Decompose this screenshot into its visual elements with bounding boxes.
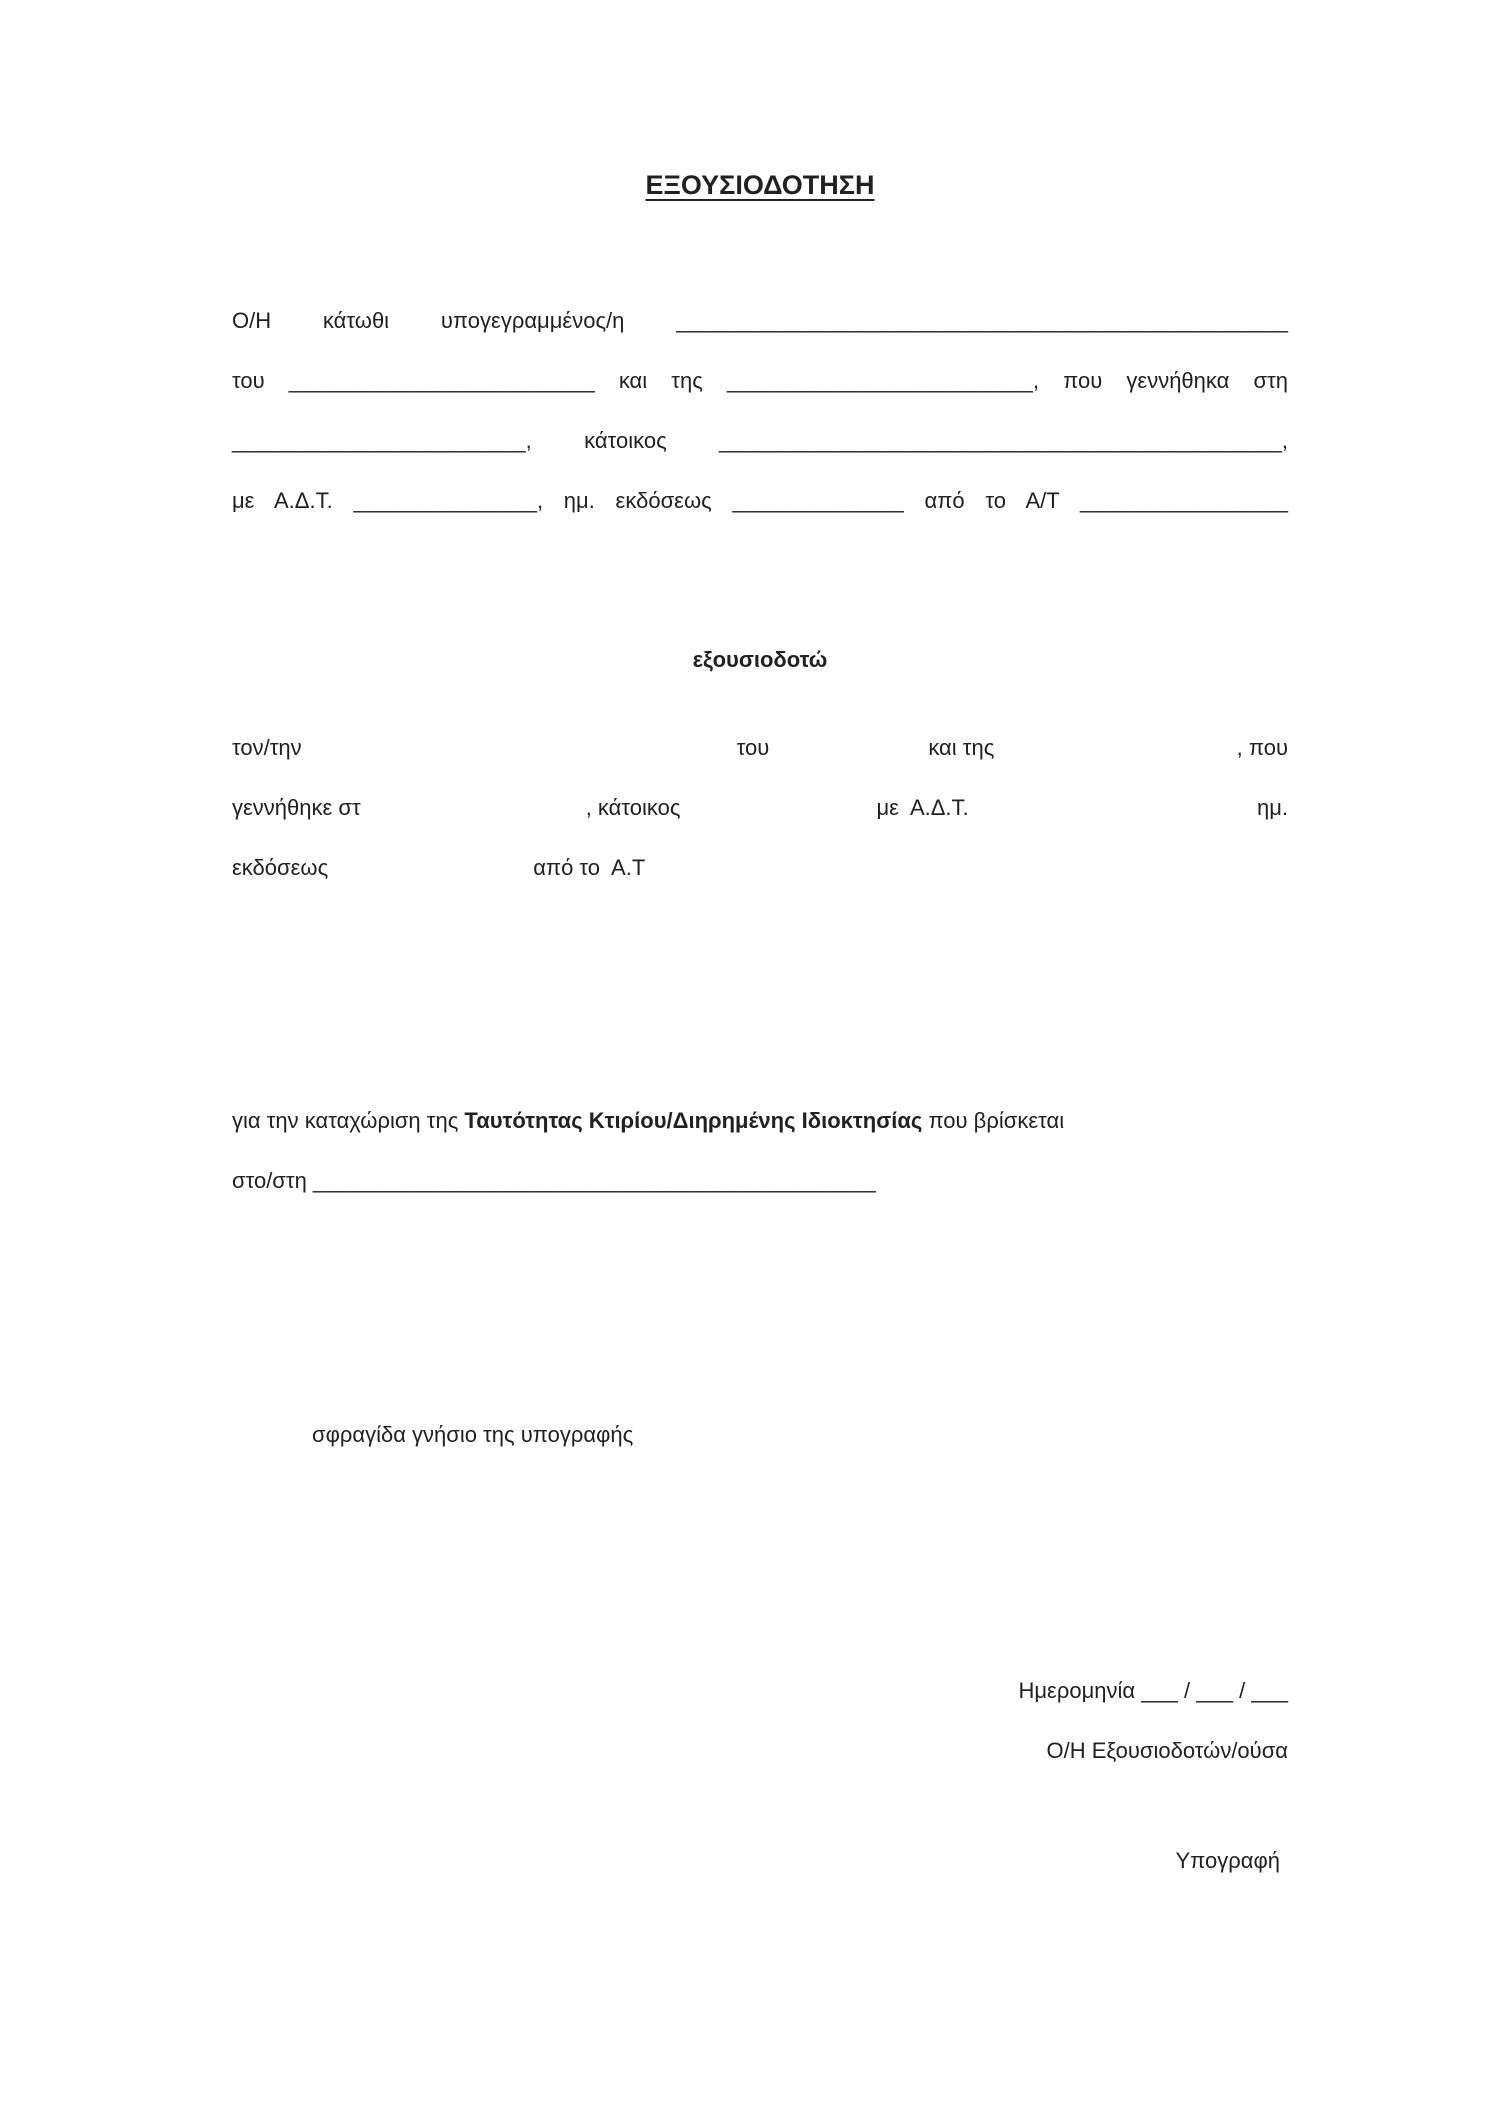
grantee-prefix-label: τον/την xyxy=(232,735,302,760)
stamp-note: σφραγίδα γνήσιο της υπογραφής xyxy=(312,1422,634,1447)
signature-label: Υπογραφή xyxy=(1175,1848,1280,1873)
grantee-issued-label: εκδόσεως xyxy=(232,855,329,880)
grantee-police-station-label: από το Α.Τ xyxy=(533,855,646,880)
grantee-mother-label: και της xyxy=(928,735,995,760)
grantee-residence-line xyxy=(232,778,1288,838)
grantee-issue-line xyxy=(232,838,1288,898)
grantee-father-label: του xyxy=(736,735,770,760)
declarant-residence-line: ________________________, κάτοικος ______________________________________________, xyxy=(232,428,1288,453)
authorize-heading: εξουσιοδοτώ xyxy=(692,647,828,672)
grantee-issue-date-label: ημ. xyxy=(1256,795,1288,820)
authorizer-label: Ο/Η Εξουσιοδοτών/ούσα xyxy=(1046,1738,1288,1763)
purpose-location-line: στο/στη ______________________________________________ xyxy=(232,1168,876,1193)
grantee-resident-label: , κάτοικος xyxy=(585,795,681,820)
declarant-id-line: με Α.Δ.Τ. _______________, ημ. εκδόσεως ______________ από το Α/Τ _________________ xyxy=(232,488,1288,513)
purpose-suffix-text: που βρίσκεται xyxy=(922,1108,1065,1133)
purpose-line xyxy=(232,1091,1288,1151)
purpose-bold-text: Ταυτότητας Κτιρίου/Διηρημένης Ιδιοκτησίας xyxy=(464,1108,923,1133)
grantee-details-paragraph xyxy=(232,718,1288,898)
declarant-parents-line: του _________________________ και της _________________________, που γεννήθηκα στη xyxy=(232,368,1288,393)
purpose-prefix-text: για την καταχώριση της xyxy=(232,1108,465,1133)
declarant-details-paragraph xyxy=(232,291,1288,531)
document-title: ΕΞΟΥΣΙΟΔΟΤΗΣΗ xyxy=(645,170,875,200)
declarant-name-line: Ο/Η κάτωθι υπογεγραμμένος/η __________________________________________________ xyxy=(232,308,1288,333)
grantee-born-label: , που xyxy=(1236,735,1288,760)
grantee-id-label: με Α.Δ.Τ. xyxy=(876,795,969,820)
date-line: Ημερομηνία ___ / ___ / ___ xyxy=(1018,1678,1288,1703)
grantee-birthplace-label: γεννήθηκε στ xyxy=(232,795,361,820)
grantee-name-line xyxy=(232,718,1288,778)
purpose-paragraph xyxy=(232,1091,1288,1211)
signing-block xyxy=(232,1661,1288,1781)
